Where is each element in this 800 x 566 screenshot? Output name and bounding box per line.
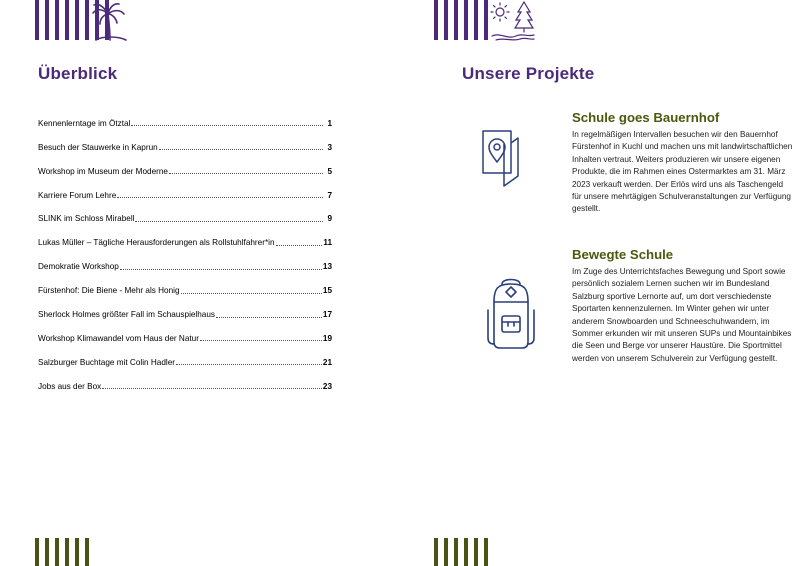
project-heading: Schule goes Bauernhof xyxy=(572,110,720,125)
toc-entry[interactable] xyxy=(38,128,332,152)
toc-entry-page: 23 xyxy=(322,381,332,391)
toc-entry-label: Besuch der Stauwerke in Kaprun xyxy=(38,142,158,152)
sun-tree-landscape-icon xyxy=(488,0,536,44)
toc-entry-label: Demokratie Workshop xyxy=(38,262,119,272)
page-title: Unsere Projekte xyxy=(462,64,595,83)
toc-entry-page: 21 xyxy=(322,357,332,367)
toc-leader-dots xyxy=(159,148,323,150)
project-description: Im Zuge des Unterrichtsfaches Bewegung und Sport sowie persönlich sozialem Lernen suchen wir im Bundesland Salzburg sportive Lernorte auf, um dort verschiedenste Sportarten kennenzulernen. Im Winter gehen wir unter anderem Snowboarden und Schneeschuhwandern, im Sommer erkunden wir mit unseren SUPs und Mountainbikes die Seen und Berge vor unserer Haustüre. Die Sportmittel werden von unserem Schulverein zur Verfügung gestellt. xyxy=(572,267,792,363)
toc-entry-page: 7 xyxy=(327,190,332,200)
project-heading: Bewegte Schule xyxy=(572,247,674,262)
project-schule-goes-bauernhof xyxy=(572,110,794,216)
toc-leader-dots xyxy=(216,316,322,318)
toc-entry-page: 9 xyxy=(327,214,332,224)
toc-leader-dots xyxy=(120,268,322,270)
toc-leader-dots xyxy=(176,363,322,365)
toc-entry[interactable] xyxy=(38,200,332,224)
right-page xyxy=(400,0,800,566)
toc-entry-page: 1 xyxy=(327,118,332,128)
toc-leader-dots xyxy=(276,244,323,246)
toc-entry-page: 5 xyxy=(327,166,332,176)
toc-leader-dots xyxy=(135,220,323,222)
bottom-stripes-olive xyxy=(434,538,488,566)
toc-entry[interactable] xyxy=(38,319,332,343)
toc-entry[interactable] xyxy=(38,343,332,367)
toc-entry[interactable] xyxy=(38,271,332,295)
toc-entry-page: 17 xyxy=(322,310,332,320)
toc-leader-dots xyxy=(131,124,323,126)
backpack-icon xyxy=(484,276,538,350)
toc-entry[interactable] xyxy=(38,367,332,391)
table-of-contents xyxy=(38,104,332,391)
toc-entry[interactable] xyxy=(38,223,332,247)
toc-entry-label: Jobs aus der Box xyxy=(38,381,102,391)
toc-entry[interactable] xyxy=(38,295,332,319)
toc-entry-label: SLINK im Schloss Mirabell xyxy=(38,214,135,224)
toc-entry-page: 13 xyxy=(322,262,332,272)
toc-entry-label: Lukas Müller – Tägliche Herausforderungen als Rollstuhlfahrer*in xyxy=(38,238,275,248)
map-pin-icon xyxy=(480,128,522,188)
toc-entry-label: Sherlock Holmes größter Fall im Schauspielhaus xyxy=(38,310,216,320)
toc-entry[interactable] xyxy=(38,104,332,128)
bottom-stripes-olive xyxy=(35,538,89,566)
top-stripes-purple xyxy=(434,0,488,40)
toc-entry[interactable] xyxy=(38,176,332,200)
toc-entry-page: 11 xyxy=(323,238,332,248)
palm-tree-icon xyxy=(88,0,132,44)
toc-entry-label: Karriere Forum Lehre xyxy=(38,190,117,200)
toc-entry-label: Workshop im Museum der Moderne xyxy=(38,166,168,176)
toc-leader-dots xyxy=(117,196,323,198)
toc-entry[interactable] xyxy=(38,247,332,271)
project-bewegte-schule xyxy=(572,247,794,365)
toc-entry-label: Workshop Klimawandel vom Haus der Natur xyxy=(38,333,199,343)
toc-entry-page: 19 xyxy=(322,333,332,343)
toc-entry-label: Fürstenhof: Die Biene - Mehr als Honig xyxy=(38,286,180,296)
toc-entry-page: 3 xyxy=(327,142,332,152)
project-description: In regelmäßigen Intervallen besuchen wir den Bauernhof Fürstenhof in Kuchl und machen uns mit landwirtschaftlichen Inhalten vertraut. Weiters produzieren wir unsere eigenen Produkte, die im Rahmen eines Ostermarktes am 31. März 2023 verkauft werden. Der Erlös wird uns als Taschengeld für unsere mehrtägigen Schulveranstaltungen zur Verfügung gestellt. xyxy=(572,130,793,214)
toc-leader-dots xyxy=(181,292,322,294)
toc-entry-label: Kennenlerntage im Ötztal xyxy=(38,118,131,128)
toc-entry-label: Salzburger Buchtage mit Colin Hadler xyxy=(38,357,175,367)
toc-leader-dots xyxy=(169,172,323,174)
toc-entry[interactable] xyxy=(38,152,332,176)
toc-leader-dots xyxy=(102,387,322,389)
toc-entry-page: 15 xyxy=(322,286,332,296)
page-title: Überblick xyxy=(38,64,118,83)
toc-leader-dots xyxy=(200,339,322,341)
